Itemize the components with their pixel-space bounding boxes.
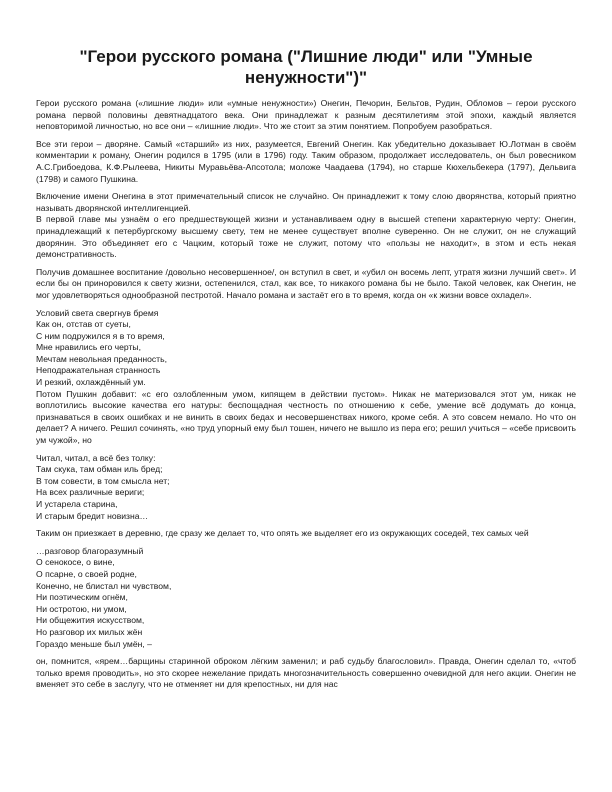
paragraph: [36, 191, 576, 261]
verse-line: С ним подружился я в то время,: [36, 330, 165, 341]
verse-line: О псарне, о своей родне,: [36, 568, 137, 579]
verse-block: [36, 308, 576, 389]
paragraph-text: Таким он приезжает в деревню, где сразу же делает то, что опять же выделяет его из окружающих соседей, тех самых чей: [36, 528, 529, 539]
verse-line: Читал, читал, а всё без толку:: [36, 452, 156, 463]
verse-line: Как он, отстав от суеты,: [36, 319, 131, 330]
verse-block: [36, 453, 576, 523]
verse-line: На всех различные вериги;: [36, 487, 145, 498]
verse-line: …разговор благоразумный: [36, 545, 144, 556]
verse-line: Ни общежития искусством,: [36, 615, 145, 626]
document-body: [36, 98, 576, 691]
verse-line: Ни остротою, ни умом,: [36, 603, 127, 614]
paragraph-text: Потом Пушкин добавит: «с его озлобленным умом, кипящем в действии пустом». Никак не материзовался этот ум, никак не воплотились высокие качества его натуры: беспощадная честность по отношению к себе, умение всё додумать до конца, признаваться в своих ошибках и не винить в своих бедах и несовершенствах никого, кроме себя. А это совсем немало. Но что он делает? А ничего. Решил сочинять, «но труд упорный ему был тошен, ничего не вышло из пера его; решил учиться – «себе присвоить ум чужой», но: [36, 388, 576, 446]
verse-line: И старым бредит новизна…: [36, 510, 149, 521]
verse-line: Мечтам невольная преданность,: [36, 353, 167, 364]
paragraph: [36, 98, 576, 133]
verse-line: Там скука, там обман иль бред;: [36, 464, 163, 475]
paragraph: [36, 656, 576, 691]
verse-line: О сенокосе, о вине,: [36, 557, 115, 568]
paragraph-text: Герои русского романа («лишние люди» или «умные ненужности») Онегин, Печорин, Бельтов, Рудин, Обломов – герои русского романа первой половины девятнадцатого века. Они принадлежат к разным десятилетиям этой эпохи, каждый является неповторимой личностью, но все они – «лишние люди». Что же стоит за этим понятием. Попробуем разобраться.: [36, 98, 576, 132]
verse-block: [36, 546, 576, 650]
verse-line: Неподражательная странность: [36, 365, 161, 376]
paragraph-text: В первой главе мы узнаём о его предшествующей жизни и устанавливаем одну в высшей степени характерную черту: Онегин, принадлежащий к петербургскому высшему свету, тем не менее существует вполне суверенно. Он не служит, он не служащий дворянин. Это объединяет его с Чацким, который тоже не служит, потому что «пользы не находит», в этом и есть некая демонстративность.: [36, 214, 576, 260]
verse-line: Мне нравились его черты,: [36, 342, 141, 353]
document-title: "Герои русского романа ("Лишние люди" или "Умные ненужности")": [79, 47, 533, 87]
paragraph-text: Все эти герои – дворяне. Самый «старший» из них, разумеется, Евгений Онегин. Как убедительно доказывает Ю.Лотман в своём комментарии к роману, Онегин родился в 1795 (или в 1796) году. Таким образом, продолжает исследователь, он был ровесником А.С.Грибоедова, К.Ф.Рылеева, Никиты Муравьёва-Апсотола; моложе Чаадаева (1794), но старше Кюхельбекера (1797), Дельвига (1798) и самого Пушкина.: [36, 138, 576, 184]
verse-line: Гораздо меньше был умён, –: [36, 638, 152, 649]
paragraph: [36, 389, 576, 447]
paragraph: [36, 139, 576, 185]
paragraph-text: Получив домашнее воспитание /довольно несовершенное/, он вступил в свет, и «убил он восемь лепт, утратя жизни лучший свет». И если бы он приноровился к свету жизни, остепенился, стал, как все, то никакого романа бы не было. Такой человек, как Онегин, не мог удовлетворяться однообразной пестротой. Начало романа и застаёт его в то время, когда он «к жизни вовсе охладел».: [36, 266, 576, 300]
paragraph: [36, 528, 576, 540]
verse-line: Условий света свергнув бремя: [36, 307, 159, 318]
verse-line: Конечно, не блистал ни чувством,: [36, 580, 172, 591]
paragraph-text: Включение имени Онегина в этот примечательный список не случайно. Он принадлежит к тому слою дворянства, который приятно называть дворянской интеллигенцией.: [36, 191, 576, 213]
verse-line: И устарела старина,: [36, 499, 118, 509]
verse-line: И резкий, охлаждённый ум.: [36, 377, 146, 388]
verse-line: В том совести, в том смысла нет;: [36, 475, 170, 486]
verse-line: Ни поэтическим огнём,: [36, 592, 128, 603]
paragraph: [36, 267, 576, 302]
verse-line: Но разговор их милых жён: [36, 626, 143, 637]
paragraph-text: он, помнится, «ярем…барщины старинной оброком лёгким заменил; и раб судьбу благословил». Правда, Онегин сделал то, «чтоб только время проводить», но это скорее нежелание придать многозначительность совершенно очевидной для него акции. Онегин не вменяет это себе в заслугу, что не отменяет ни для крепостных, ни для нас: [36, 656, 576, 690]
